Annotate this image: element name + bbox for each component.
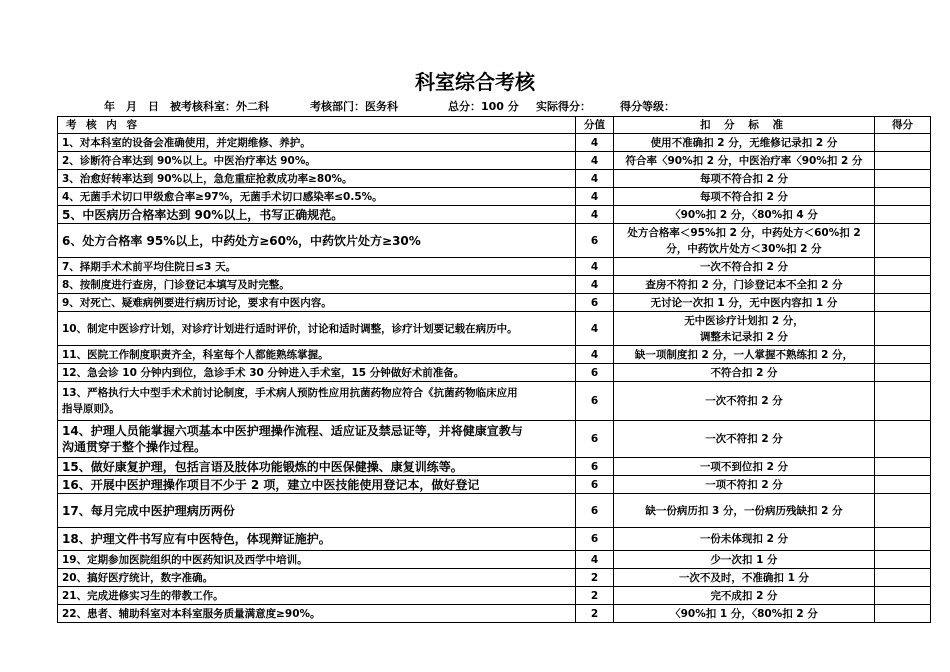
table-row <box>58 364 931 382</box>
item-cell: 7、择期手术术前平均住院日≤3 天。 <box>58 258 576 276</box>
item-cell <box>58 382 576 421</box>
criteria-cell: 一次不符扣 2 分 <box>614 382 875 421</box>
score-cell: 4 <box>576 170 614 188</box>
score-cell: 6 <box>576 224 614 258</box>
header-item: 考 核 内 容 <box>58 117 576 134</box>
meta-department: 被考核科室：外二科 <box>170 100 269 113</box>
got-cell[interactable] <box>875 528 931 551</box>
assessment-table <box>57 116 931 623</box>
table-row <box>58 605 931 623</box>
score-cell: 6 <box>576 528 614 551</box>
table-row <box>58 276 931 294</box>
item-cell: 10、制定中医诊疗计划，对诊疗计划进行适时评价，讨论和适时调整，诊疗计划要记载在病历中。 <box>58 312 576 346</box>
criteria-line: 无中医诊疗计划扣 2 分， <box>684 314 804 327</box>
got-cell[interactable] <box>875 551 931 569</box>
table-row <box>58 188 931 206</box>
criteria-line: 分，中药饮片处方＜30%扣 2 分 <box>666 242 822 255</box>
score-cell: 2 <box>576 587 614 605</box>
got-cell[interactable] <box>875 188 931 206</box>
criteria-cell: 缺一项制度扣 2 分，一人掌握不熟练扣 2 分， <box>614 346 875 364</box>
table-row <box>58 569 931 587</box>
table-row <box>58 152 931 170</box>
criteria-cell: 一次不符合扣 2 分 <box>614 258 875 276</box>
item-cell: 15、做好康复护理，包括言语及肢体功能锻炼的中医保健操、康复训练等。 <box>58 458 576 476</box>
item-cell: 22、患者、辅助科室对本科室服务质量满意度≥90%。 <box>58 605 576 623</box>
criteria-cell <box>614 224 875 258</box>
meta-assessor: 考核部门：医务科 <box>310 100 398 113</box>
item-cell: 1、对本科室的设备会准确使用，并定期维修、养护。 <box>58 134 576 152</box>
item-cell: 8、按制度进行查房，门诊登记本填写及时完整。 <box>58 276 576 294</box>
table-row <box>58 587 931 605</box>
criteria-cell: 一项不符扣 2 分 <box>614 476 875 494</box>
score-cell: 4 <box>576 134 614 152</box>
got-cell[interactable] <box>875 476 931 494</box>
score-cell: 6 <box>576 458 614 476</box>
table-row <box>58 382 931 421</box>
table-row <box>58 421 931 458</box>
table-row <box>58 476 931 494</box>
criteria-cell: 每项不符合扣 2 分 <box>614 170 875 188</box>
got-cell[interactable] <box>875 170 931 188</box>
table-row <box>58 294 931 312</box>
criteria-cell: 一份未体现扣 2 分 <box>614 528 875 551</box>
criteria-cell: 每项不符合扣 2 分 <box>614 188 875 206</box>
score-cell: 4 <box>576 276 614 294</box>
item-cell: 20、搞好医疗统计，数字准确。 <box>58 569 576 587</box>
table-row <box>58 134 931 152</box>
criteria-cell: 符合率〈90%扣 2 分，中医治疗率〈90%扣 2 分 <box>614 152 875 170</box>
criteria-cell: 完不成扣 2 分 <box>614 587 875 605</box>
got-cell[interactable] <box>875 134 931 152</box>
score-cell: 2 <box>576 605 614 623</box>
got-cell[interactable] <box>875 458 931 476</box>
score-cell: 4 <box>576 312 614 346</box>
item-cell: 17、每月完成中医护理病历两份 <box>58 494 576 528</box>
item-cell: 5、中医病历合格率达到 90%以上，书写正确规范。 <box>58 206 576 224</box>
item-cell: 21、完成进修实习生的带教工作。 <box>58 587 576 605</box>
criteria-cell: 无讨论一次扣 1 分，无中医内容扣 1 分 <box>614 294 875 312</box>
got-cell[interactable] <box>875 206 931 224</box>
got-cell[interactable] <box>875 494 931 528</box>
meta-date: 年 月 日 <box>104 100 159 113</box>
score-cell: 4 <box>576 188 614 206</box>
item-cell: 4、无菌手术切口甲级愈合率≥97%，无菌手术切口感染率≤0.5%。 <box>58 188 576 206</box>
got-cell[interactable] <box>875 587 931 605</box>
table-row <box>58 224 931 258</box>
score-cell: 6 <box>576 364 614 382</box>
header-got: 得分 <box>875 117 931 134</box>
got-cell[interactable] <box>875 152 931 170</box>
criteria-cell: 不符合扣 2 分 <box>614 364 875 382</box>
criteria-cell: 少一次扣 1 分 <box>614 551 875 569</box>
item-line: 14、护理人员能掌握六项基本中医护理操作流程、适应证及禁忌证等，并将健康宣教与 <box>62 424 523 438</box>
got-cell[interactable] <box>875 276 931 294</box>
item-cell: 9、对死亡、疑难病例要进行病历讨论，要求有中医内容。 <box>58 294 576 312</box>
header-criteria: 扣 分 标 准 <box>614 117 875 134</box>
item-cell: 16、开展中医护理操作项目不少于 2 项，建立中医技能使用登记本，做好登记 <box>58 476 576 494</box>
got-cell[interactable] <box>875 346 931 364</box>
criteria-cell: 一次不及时，不准确扣 1 分 <box>614 569 875 587</box>
page-title: 科室综合考核 <box>415 70 535 94</box>
score-cell: 6 <box>576 294 614 312</box>
score-cell: 4 <box>576 258 614 276</box>
item-line: 指导原则》。 <box>62 403 120 415</box>
item-cell: 19、定期参加医院组织的中医药知识及西学中培训。 <box>58 551 576 569</box>
criteria-line: 处方合格率＜95%扣 2 分，中药处方＜60%扣 2 <box>627 226 861 239</box>
criteria-cell: 使用不准确扣 2 分，无维修记录扣 2 分 <box>614 134 875 152</box>
criteria-cell: 一项不到位扣 2 分 <box>614 458 875 476</box>
criteria-cell: 缺一份病历扣 3 分，一份病历残缺扣 2 分 <box>614 494 875 528</box>
got-cell[interactable] <box>875 224 931 258</box>
score-cell: 6 <box>576 476 614 494</box>
score-cell: 6 <box>576 494 614 528</box>
criteria-cell: 〈90%扣 1 分，〈80%扣 2 分 <box>614 605 875 623</box>
score-cell: 4 <box>576 346 614 364</box>
score-cell: 2 <box>576 569 614 587</box>
score-cell: 4 <box>576 551 614 569</box>
table-row <box>58 258 931 276</box>
score-cell: 6 <box>576 382 614 421</box>
got-cell[interactable] <box>875 364 931 382</box>
criteria-cell: 查房不符扣 2 分，门诊登记本不全扣 2 分 <box>614 276 875 294</box>
score-cell: 4 <box>576 152 614 170</box>
got-cell[interactable] <box>875 258 931 276</box>
table-row <box>58 346 931 364</box>
meta-total-score: 总分：100 分 <box>448 100 519 113</box>
meta-grade: 得分等级： <box>620 100 675 113</box>
meta-actual-score: 实际得分： <box>536 100 591 113</box>
item-line: 13、严格执行大中型手术术前讨论制度，手术病人预防性应用抗菌药物应符合《抗菌药物临床应用 <box>62 387 518 399</box>
item-cell: 3、治愈好转率达到 90%以上，急危重症抢救成功率≥80%。 <box>58 170 576 188</box>
got-cell[interactable] <box>875 312 931 346</box>
item-line: 沟通贯穿于整个操作过程。 <box>62 440 207 454</box>
item-cell: 12、急会诊 10 分钟内到位，急诊手术 30 分钟进入手术室，15 分钟做好术前准备。 <box>58 364 576 382</box>
item-cell: 18、护理文件书写应有中医特色，体现辩证施护。 <box>58 528 576 551</box>
item-cell: 6、处方合格率 95%以上，中药处方≥60%，中药饮片处方≥30% <box>58 224 576 258</box>
header-score: 分值 <box>576 117 614 134</box>
criteria-cell <box>614 312 875 346</box>
criteria-line: 调整未记录扣 2 分 <box>699 330 789 343</box>
table-row <box>58 312 931 346</box>
table-row <box>58 170 931 188</box>
item-cell: 2、诊断符合率达到 90%以上。中医治疗率达 90%。 <box>58 152 576 170</box>
score-cell: 4 <box>576 206 614 224</box>
got-cell[interactable] <box>875 605 931 623</box>
score-cell: 6 <box>576 421 614 458</box>
criteria-cell: 〈90%扣 2 分，〈80%扣 4 分 <box>614 206 875 224</box>
item-cell <box>58 421 576 458</box>
table-row <box>58 528 931 551</box>
criteria-cell: 一次不符扣 2 分 <box>614 421 875 458</box>
table-row <box>58 494 931 528</box>
got-cell[interactable] <box>875 569 931 587</box>
item-cell: 11、医院工作制度职责齐全，科室每个人都能熟练掌握。 <box>58 346 576 364</box>
got-cell[interactable] <box>875 421 931 458</box>
got-cell[interactable] <box>875 294 931 312</box>
table-row <box>58 206 931 224</box>
table-row <box>58 551 931 569</box>
got-cell[interactable] <box>875 382 931 421</box>
table-row <box>58 458 931 476</box>
